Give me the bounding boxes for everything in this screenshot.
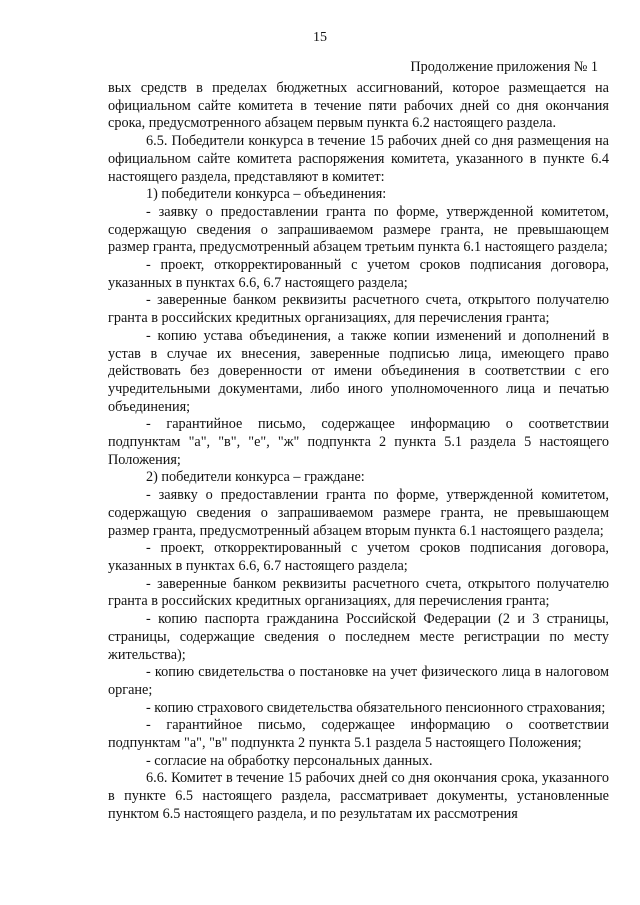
list-item-passport-copy: - копию паспорта гражданина Российской Федерации (2 и 3 страницы, страницы, содержащие сведения о последнем месте регистрации по месту жительства);	[108, 611, 609, 663]
list-heading-citizens: 2) победители конкурса – граждане:	[146, 469, 365, 486]
appendix-continuation-label: Продолжение приложения № 1	[410, 59, 598, 75]
list-item-charter-copy: - копию устава объединения, а также копии изменений и дополнений в устав в случае их внесения, заверенные подписью лица, имеющего право действовать без доверенности от имени объединения в соответствии с его учредительными документами, либо иного уполномоченного лица и печатью объединения;	[108, 327, 609, 415]
paragraph-continued: вых средств в пределах бюджетных ассигнований, которое размещается на официальном сайте комитета в течение пяти рабочих дней со дня окончания срока, предусмотренного абзацем первым пункта 6.2 настоящего раздела.	[108, 80, 609, 132]
paragraph-6-5: 6.5. Победители конкурса в течение 15 рабочих дней со дня размещения на официальном сайте комитета распоряжения комитета, указанного в пункте 6.4 настоящего раздела, представляют в комитет:	[108, 133, 609, 185]
list-item-personal-data-consent: - согласие на обработку персональных данных.	[146, 752, 433, 769]
list-item-pension-certificate: - копию страхового свидетельства обязательного пенсионного страхования;	[146, 699, 606, 716]
paragraph-6-6: 6.6. Комитет в течение 15 рабочих дней со дня окончания срока, указанного в пункте 6.5 настоящего раздела, рассматривает документы, установленные пунктом 6.5 настоящего раздела, и по результатам их рассмотрения	[108, 770, 609, 822]
list-item-guarantee-letter: - гарантийное письмо, содержащее информацию о соответствии подпунктам "а", "в", "е", "ж" подпункта 2 пункта 5.1 раздела 5 настоящего Положения;	[108, 416, 609, 468]
list-item-project: - проект, откорректированный с учетом сроков подписания договора, указанных в пунктах 6.6, 6.7 настоящего раздела;	[108, 257, 609, 291]
list-item-tax-certificate: - копию свидетельства о постановке на учет физического лица в налоговом органе;	[108, 664, 609, 698]
list-heading-associations: 1) победители конкурса – объединения:	[146, 186, 387, 203]
list-item-guarantee-letter: - гарантийное письмо, содержащее информацию о соответствии подпунктам "а", "в" подпункта 2 пункта 5.1 раздела 5 настоящего Положения;	[108, 717, 609, 752]
page-number: 15	[313, 30, 327, 45]
list-item-application: - заявку о предоставлении гранта по форме, утвержденной комитетом, содержащую сведения о запрашиваемом размере гранта, не превышающем размер гранта, предусмотренный абзацем вторым пункта 6.1 настоящего раздела;	[108, 487, 609, 539]
list-item-bank-details: - заверенные банком реквизиты расчетного счета, открытого получателю гранта в российских кредитных организациях, для перечисления гранта;	[108, 292, 609, 327]
list-item-bank-details: - заверенные банком реквизиты расчетного счета, открытого получателю гранта в российских кредитных организациях, для перечисления гранта;	[108, 575, 609, 610]
list-item-application: - заявку о предоставлении гранта по форме, утвержденной комитетом, содержащую сведения о запрашиваемом размере гранта, не превышающем размер гранта, предусмотренный абзацем третьим пункта 6.1 настоящего раздела;	[108, 203, 609, 256]
document-body	[108, 80, 609, 824]
list-item-project: - проект, откорректированный с учетом сроков подписания договора, указанных в пунктах 6.6, 6.7 настоящего раздела;	[108, 540, 609, 574]
